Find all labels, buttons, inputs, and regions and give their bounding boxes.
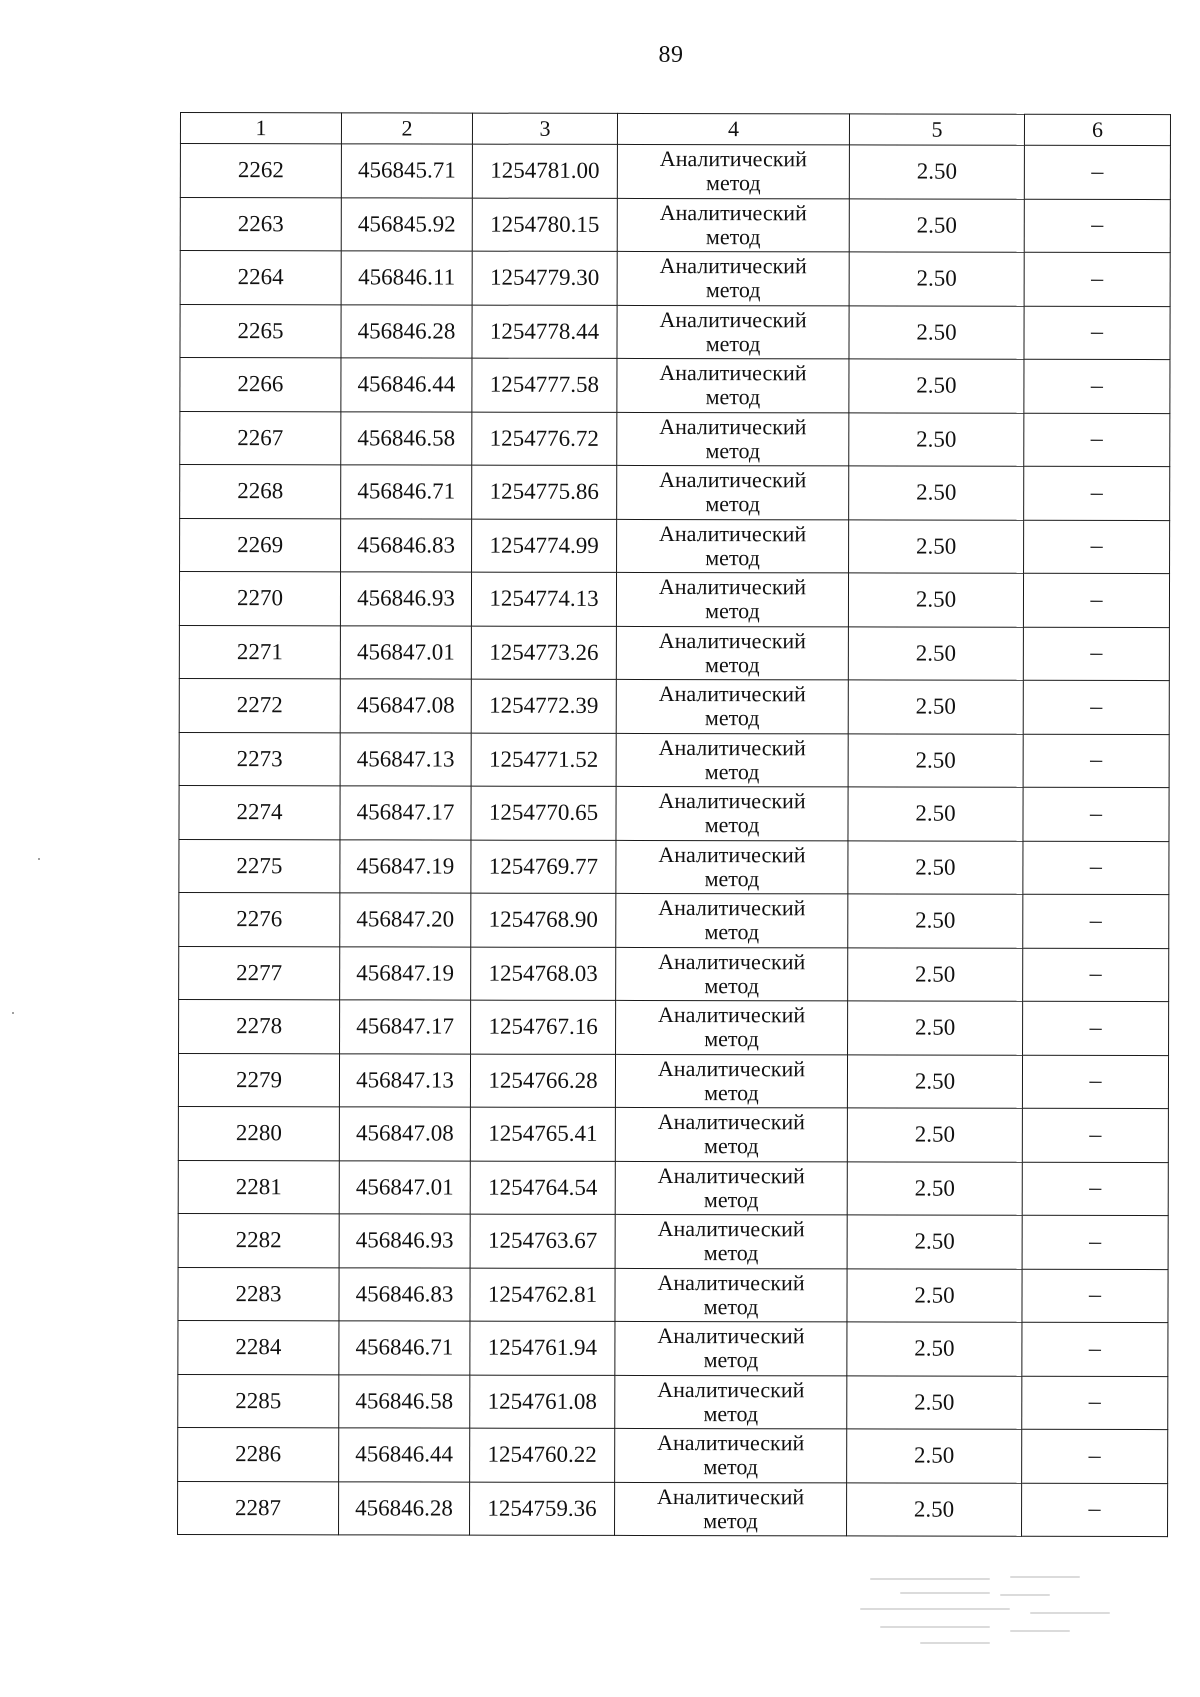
table-row (180, 251, 1170, 307)
coordinate-y: 1254773.26 (471, 626, 616, 680)
coordinate-y: 1254768.90 (471, 893, 616, 947)
point-number: 2273 (179, 732, 340, 786)
method-line-2: метод (704, 1079, 759, 1105)
table-row (178, 1427, 1168, 1483)
note-value: – (1023, 573, 1169, 627)
coordinate-x: 456846.58 (341, 411, 472, 465)
method-line-2: метод (706, 170, 761, 196)
table-row (178, 1481, 1168, 1537)
coordinate-x: 456846.11 (341, 251, 472, 305)
coordinate-x: 456846.71 (341, 465, 472, 519)
method-line-1: Аналитический (659, 520, 807, 547)
method-line-2: метод (705, 437, 761, 463)
method-line-1: Аналитический (657, 1430, 805, 1456)
method-line-1: Аналитический (659, 360, 807, 386)
table-row (178, 1267, 1168, 1323)
method-cell (615, 1107, 847, 1161)
coordinate-y: 1254765.41 (470, 1107, 615, 1161)
precision-value: 2.50 (849, 466, 1024, 520)
table-row (178, 1160, 1168, 1216)
method-line-1: Аналитический (659, 146, 807, 172)
method-cell (616, 679, 848, 733)
point-number: 2278 (179, 999, 340, 1053)
coordinate-y: 1254764.54 (470, 1161, 615, 1215)
coordinate-y: 1254777.58 (472, 358, 617, 412)
method-line-2: метод (704, 1026, 759, 1052)
table-row (178, 1106, 1168, 1162)
precision-value: 2.50 (849, 305, 1024, 359)
method-line-2: метод (705, 544, 760, 570)
coordinate-x: 456847.01 (339, 1160, 470, 1214)
coordinate-x: 456846.44 (339, 1428, 470, 1482)
table-row (179, 625, 1169, 681)
coordinate-y: 1254776.72 (472, 412, 617, 466)
point-number: 2276 (179, 892, 340, 946)
column-header-3: 3 (472, 113, 617, 144)
coordinates-table-container (177, 112, 1170, 1537)
method-line-1: Аналитический (656, 1483, 805, 1510)
method-line-2: метод (703, 1293, 759, 1319)
point-number: 2279 (178, 1053, 339, 1107)
coordinate-y: 1254780.15 (472, 198, 617, 252)
column-header-5: 5 (849, 114, 1024, 145)
point-number: 2281 (178, 1160, 339, 1214)
method-line-1: Аналитический (658, 681, 806, 707)
table-row (180, 197, 1170, 253)
method-line-1: Аналитический (658, 1002, 806, 1028)
note-value: – (1022, 1376, 1168, 1430)
point-number: 2277 (179, 946, 340, 1000)
method-cell (615, 1214, 847, 1268)
point-number: 2274 (179, 785, 340, 839)
table-row (180, 518, 1170, 574)
precision-value: 2.50 (847, 1054, 1022, 1108)
coordinate-y: 1254767.16 (471, 1000, 616, 1054)
table-row (179, 999, 1169, 1055)
coordinate-x: 456845.71 (341, 144, 472, 198)
method-line-1: Аналитический (658, 574, 807, 600)
coordinate-y: 1254772.39 (471, 679, 616, 733)
method-line-1: Аналитический (657, 1216, 805, 1242)
table-row (179, 732, 1169, 788)
scan-dot (12, 1012, 14, 1014)
method-cell (616, 840, 848, 894)
method-line-2: метод (705, 277, 761, 303)
method-cell (615, 1054, 847, 1108)
method-cell (616, 733, 848, 787)
note-value: – (1022, 1269, 1168, 1323)
note-value: – (1022, 1483, 1168, 1537)
column-header-4: 4 (617, 113, 849, 144)
note-value: – (1024, 359, 1170, 413)
note-value: – (1023, 894, 1169, 948)
header-row (180, 113, 1170, 146)
coordinate-x: 456847.17 (340, 786, 471, 840)
method-cell (616, 893, 848, 947)
precision-value: 2.50 (847, 1108, 1022, 1162)
precision-value: 2.50 (848, 626, 1023, 680)
note-value: – (1024, 306, 1170, 360)
column-header-6: 6 (1024, 114, 1170, 145)
method-line-2: метод (704, 919, 760, 945)
table-row (180, 411, 1170, 467)
coordinate-x: 456846.83 (341, 518, 472, 572)
method-line-1: Аналитический (657, 1055, 806, 1082)
table-row (178, 1374, 1168, 1430)
point-number: 2287 (178, 1481, 339, 1535)
note-value: – (1022, 1055, 1168, 1109)
coordinate-y: 1254760.22 (470, 1428, 615, 1482)
method-line-2: метод (704, 812, 760, 838)
note-value: – (1024, 413, 1170, 467)
coordinate-y: 1254775.86 (472, 465, 617, 519)
point-number: 2272 (179, 678, 340, 732)
point-number: 2262 (180, 144, 341, 198)
coordinate-x: 456847.01 (340, 625, 471, 679)
coordinate-x: 456846.58 (339, 1374, 470, 1428)
column-header-1: 1 (180, 113, 341, 144)
coordinate-y: 1254770.65 (471, 786, 616, 840)
method-cell (617, 144, 849, 198)
point-number: 2286 (178, 1427, 339, 1481)
coordinate-x: 456847.13 (340, 732, 471, 786)
method-line-1: Аналитический (659, 306, 807, 333)
coordinate-y: 1254781.00 (472, 144, 617, 198)
method-cell (615, 1268, 847, 1322)
point-number: 2271 (179, 625, 340, 679)
method-line-2: метод (704, 972, 759, 998)
method-line-1: Аналитический (658, 841, 806, 868)
method-cell (617, 465, 849, 519)
method-cell (615, 1428, 847, 1482)
table-row (179, 946, 1169, 1002)
precision-value: 2.50 (848, 1001, 1023, 1055)
coordinate-x: 456847.19 (340, 839, 471, 893)
coordinate-x: 456846.71 (339, 1321, 470, 1375)
method-line-2: метод (703, 1347, 759, 1373)
method-line-1: Аналитический (659, 467, 807, 493)
note-value: – (1024, 252, 1170, 306)
method-cell (616, 947, 848, 1001)
method-cell (616, 1000, 848, 1054)
method-cell (617, 412, 849, 466)
point-number: 2270 (179, 572, 340, 626)
page-number: 89 (658, 42, 684, 68)
precision-value: 2.50 (848, 840, 1023, 894)
note-value: – (1022, 1162, 1168, 1216)
precision-value: 2.50 (847, 1429, 1022, 1483)
method-cell (617, 305, 849, 359)
method-line-2: метод (705, 330, 761, 356)
coordinate-x: 456845.92 (341, 197, 472, 251)
table-row (179, 892, 1169, 948)
coordinate-y: 1254761.94 (470, 1321, 615, 1375)
method-line-1: Аналитический (658, 895, 806, 921)
table-row (179, 785, 1169, 841)
coordinate-y: 1254763.67 (470, 1214, 615, 1268)
point-number: 2263 (180, 197, 341, 251)
coordinate-y: 1254759.36 (470, 1482, 615, 1536)
table-body (178, 144, 1171, 1537)
coordinate-y: 1254774.99 (472, 519, 617, 573)
table-row (179, 839, 1169, 895)
point-number: 2264 (180, 251, 341, 305)
precision-value: 2.50 (848, 787, 1023, 841)
method-line-2: метод (705, 223, 761, 249)
coordinate-y: 1254766.28 (470, 1054, 615, 1108)
scan-dot (38, 858, 40, 860)
method-line-2: метод (703, 1240, 759, 1266)
method-line-1: Аналитический (658, 948, 806, 975)
method-cell (615, 1482, 847, 1536)
precision-value: 2.50 (848, 680, 1023, 734)
method-line-2: метод (703, 1454, 758, 1480)
method-line-1: Аналитический (659, 199, 807, 226)
coordinate-x: 456846.93 (339, 1214, 470, 1268)
note-value: – (1023, 627, 1169, 681)
method-line-1: Аналитический (659, 413, 807, 440)
precision-value: 2.50 (847, 1215, 1022, 1269)
table-row (180, 358, 1170, 414)
method-cell (616, 572, 848, 626)
method-cell (615, 1321, 847, 1375)
method-line-1: Аналитический (657, 1376, 805, 1403)
note-value: – (1022, 1108, 1168, 1162)
table-row (178, 1053, 1168, 1109)
note-value: – (1023, 680, 1169, 734)
precision-value: 2.50 (847, 1322, 1022, 1376)
method-cell (616, 626, 848, 680)
precision-value: 2.50 (848, 894, 1023, 948)
coordinate-y: 1254779.30 (472, 251, 617, 305)
point-number: 2284 (178, 1320, 339, 1374)
method-line-1: Аналитический (657, 1162, 805, 1189)
method-line-1: Аналитический (658, 734, 806, 761)
column-header-2: 2 (341, 113, 472, 144)
coordinate-y: 1254768.03 (471, 947, 616, 1001)
coordinate-x: 456847.17 (340, 1000, 471, 1054)
note-value: – (1022, 1215, 1168, 1269)
precision-value: 2.50 (847, 1375, 1022, 1429)
method-line-1: Аналитический (657, 1109, 805, 1135)
precision-value: 2.50 (848, 947, 1023, 1001)
table-row (178, 1213, 1168, 1269)
method-line-1: Аналитический (658, 788, 806, 814)
coordinate-y: 1254769.77 (471, 840, 616, 894)
method-line-2: метод (703, 1186, 759, 1212)
point-number: 2267 (180, 411, 341, 465)
precision-value: 2.50 (849, 519, 1024, 573)
scan-artifact (860, 1572, 1120, 1652)
coordinate-y: 1254762.81 (470, 1268, 615, 1322)
coordinate-x: 456847.08 (340, 679, 471, 733)
note-value: – (1023, 841, 1169, 895)
note-value: – (1023, 734, 1169, 788)
method-cell (617, 198, 849, 252)
coordinate-x: 456846.44 (341, 358, 472, 412)
coordinate-x: 456847.19 (340, 946, 471, 1000)
method-line-2: метод (704, 1133, 759, 1159)
table-row (180, 144, 1170, 200)
note-value: – (1023, 787, 1169, 841)
precision-value: 2.50 (849, 198, 1024, 252)
method-cell (617, 251, 849, 305)
note-value: – (1023, 1001, 1169, 1055)
coordinate-x: 456847.20 (340, 893, 471, 947)
coordinate-y: 1254761.08 (470, 1375, 615, 1429)
point-number: 2268 (180, 465, 341, 519)
precision-value: 2.50 (847, 1161, 1022, 1215)
method-cell (615, 1161, 847, 1215)
method-cell (617, 519, 849, 573)
method-line-2: метод (704, 758, 760, 784)
method-line-2: метод (705, 384, 761, 410)
precision-value: 2.50 (848, 733, 1023, 787)
table-row (180, 465, 1170, 521)
table-row (179, 572, 1169, 628)
precision-value: 2.50 (847, 1482, 1022, 1536)
method-line-1: Аналитический (657, 1323, 805, 1349)
method-cell (615, 1375, 847, 1429)
note-value: – (1023, 948, 1169, 1002)
point-number: 2285 (178, 1374, 339, 1428)
precision-value: 2.50 (849, 412, 1024, 466)
point-number: 2282 (178, 1213, 339, 1267)
note-value: – (1024, 520, 1170, 574)
table-row (179, 678, 1169, 734)
method-line-1: Аналитический (659, 253, 807, 279)
note-value: – (1022, 1429, 1168, 1483)
method-line-2: метод (703, 1507, 758, 1533)
precision-value: 2.50 (849, 145, 1024, 199)
point-number: 2275 (179, 839, 340, 893)
method-line-2: метод (705, 491, 760, 517)
note-value: – (1024, 145, 1170, 199)
point-number: 2269 (180, 518, 341, 572)
note-value: – (1022, 1322, 1168, 1376)
precision-value: 2.50 (848, 573, 1023, 627)
note-value: – (1024, 199, 1170, 253)
coordinate-x: 456847.13 (339, 1053, 470, 1107)
method-cell (617, 358, 849, 412)
method-line-1: Аналитический (657, 1269, 805, 1296)
coordinate-x: 456846.28 (339, 1481, 470, 1535)
note-value: – (1024, 466, 1170, 520)
table-row (178, 1320, 1168, 1376)
method-line-2: метод (704, 705, 760, 731)
method-line-2: метод (705, 598, 760, 624)
coordinate-x: 456847.08 (339, 1107, 470, 1161)
coordinate-y: 1254774.13 (471, 572, 616, 626)
coordinate-y: 1254771.52 (471, 733, 616, 787)
method-line-2: метод (704, 865, 760, 891)
coordinate-x: 456846.93 (340, 572, 471, 626)
method-line-2: метод (703, 1400, 759, 1426)
point-number: 2283 (178, 1267, 339, 1321)
point-number: 2265 (180, 304, 341, 358)
coordinates-table (177, 112, 1171, 1537)
precision-value: 2.50 (847, 1268, 1022, 1322)
precision-value: 2.50 (849, 252, 1024, 306)
table-row (180, 304, 1170, 360)
coordinate-x: 456846.28 (341, 304, 472, 358)
precision-value: 2.50 (849, 359, 1024, 413)
method-line-2: метод (705, 651, 760, 677)
table-header (180, 113, 1170, 146)
coordinate-y: 1254778.44 (472, 305, 617, 359)
point-number: 2266 (180, 358, 341, 412)
coordinate-x: 456846.83 (339, 1267, 470, 1321)
point-number: 2280 (178, 1106, 339, 1160)
method-line-1: Аналитический (658, 627, 806, 654)
method-cell (616, 786, 848, 840)
